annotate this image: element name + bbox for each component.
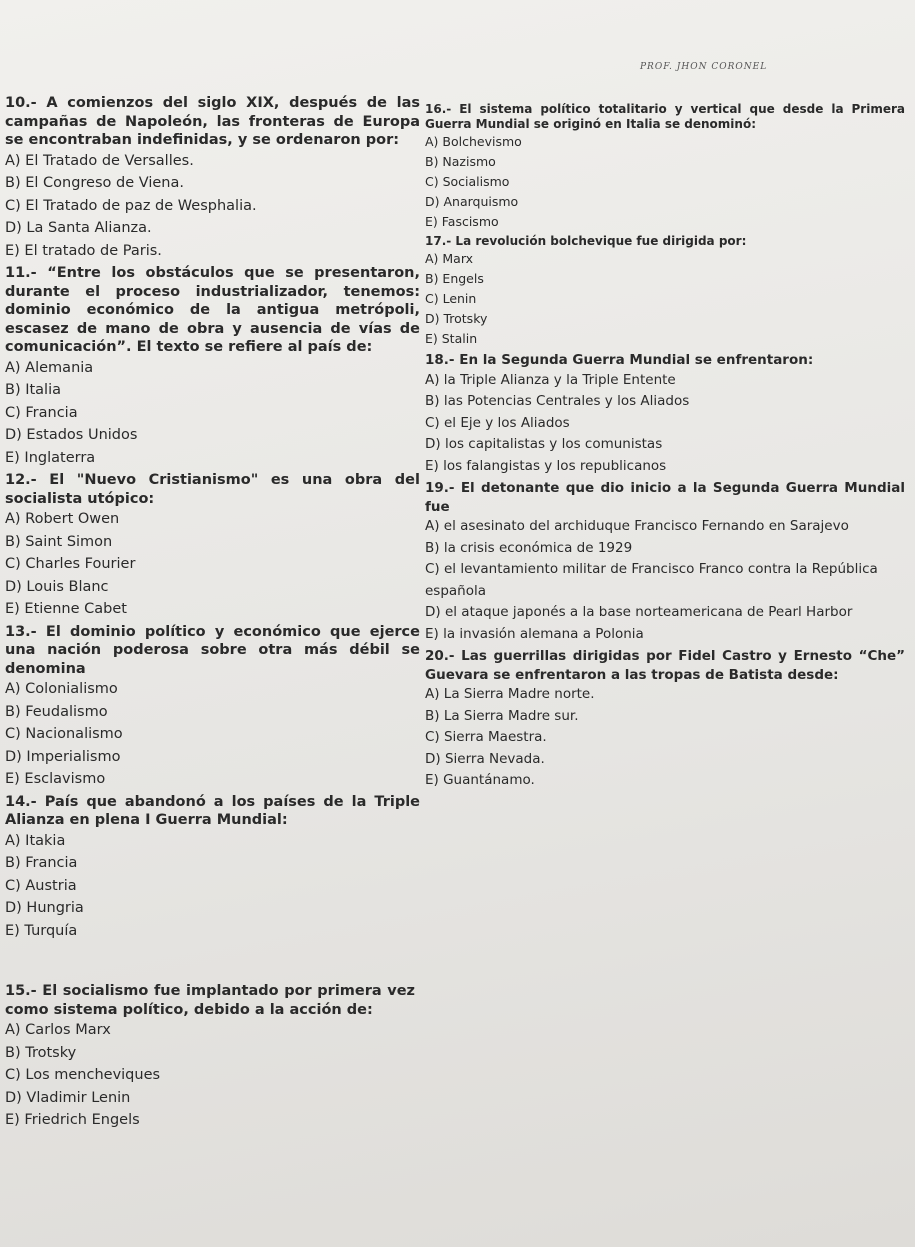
- option-c: C) Socialismo: [425, 174, 510, 189]
- options-list: [5, 678, 420, 791]
- question-14: [5, 793, 420, 943]
- question-text: 12.- El "Nuevo Cristianismo" es una obra del socialista utópico:: [5, 472, 420, 507]
- option-e: E) Etienne Cabet: [5, 601, 127, 617]
- question-12: [5, 471, 420, 621]
- option-a: A) Robert Owen: [5, 511, 120, 527]
- question-16: [425, 102, 905, 232]
- options-list: [425, 684, 905, 792]
- option-c: C) Francia: [5, 404, 78, 421]
- option-c: C) Nacionalismo: [5, 726, 123, 742]
- option-c: C) Lenin: [425, 291, 477, 306]
- question-text: 15.- El socialismo fue implantado por primera vez como sistema político, debido a la acción de:: [5, 983, 415, 1018]
- options-list: [425, 249, 905, 349]
- question-13: [5, 623, 420, 791]
- option-d: D) Louis Blanc: [5, 578, 109, 595]
- question-text: 11.- “Entre los obstáculos que se presentaron, durante el proceso industrializador, tenemos: dominio económico de la antigua metrópoli, escasez de mano de obra y ausencia de vías de comunicación”. El texto se refiere al país de:: [5, 265, 420, 355]
- option-a: A) Carlos Marx: [5, 1022, 111, 1038]
- question-text: 18.- En la Segunda Guerra Mundial se enfrentaron:: [425, 352, 814, 368]
- option-a: A) Alemania: [5, 359, 94, 376]
- option-d: D) Vladimir Lenin: [5, 1089, 131, 1106]
- question-15: [5, 982, 415, 1134]
- question-17: [425, 234, 905, 349]
- option-a: A) Itakia: [5, 832, 66, 849]
- option-e: E) Turquía: [5, 922, 78, 939]
- question-text: 17.- La revolución bolchevique fue dirigida por:: [425, 234, 747, 248]
- options-list: [425, 132, 905, 232]
- option-c: C) el levantamiento militar de Francisco Franco contra la República española: [425, 561, 878, 599]
- teacher-header: PROF. JHON CORONEL: [640, 62, 768, 72]
- question-20: [425, 647, 905, 792]
- question-18: [425, 351, 905, 477]
- option-d: D) Anarquismo: [425, 194, 519, 209]
- option-c: C) el Eje y los Aliados: [425, 414, 570, 431]
- option-d: D) Hungria: [5, 900, 84, 916]
- option-a: A) Marx: [425, 251, 474, 266]
- option-a: A) Colonialismo: [5, 681, 118, 697]
- option-e: E) Guantánamo.: [425, 772, 535, 788]
- option-b: B) las Potencias Centrales y los Aliados: [425, 393, 690, 409]
- option-b: B) Italia: [5, 382, 62, 398]
- option-d: D) La Santa Alianza.: [5, 220, 152, 236]
- question-text: 14.- País que abandonó a los países de la Triple Alianza en plena I Guerra Mundial:: [5, 793, 420, 828]
- option-e: E) Inglaterra: [5, 449, 96, 466]
- option-b: B) Saint Simon: [5, 533, 113, 550]
- option-a: A) la Triple Alianza y la Triple Entente: [425, 371, 676, 388]
- question-text: 19.- El detonante que dio inicio a la Segunda Guerra Mundial fue: [425, 480, 905, 515]
- question-text: 10.- A comienzos del siglo XIX, después de las campañas de Napoleón, las fronteras de Europa se encontraban indefinidas, y se ordenaron por:: [5, 95, 420, 148]
- option-b: B) Feudalismo: [5, 703, 108, 720]
- option-c: C) El Tratado de paz de Wesphalia.: [5, 197, 257, 214]
- option-d: D) Trotsky: [425, 311, 488, 326]
- question-19: [425, 479, 905, 645]
- options-list: [5, 508, 420, 621]
- option-a: A) El Tratado de Versalles.: [5, 152, 194, 169]
- option-d: D) Imperialismo: [5, 748, 121, 765]
- option-e: E) Friedrich Engels: [5, 1112, 140, 1128]
- options-list: [5, 1019, 415, 1132]
- option-b: B) Trotsky: [5, 1044, 77, 1061]
- option-b: B) Engels: [425, 271, 484, 286]
- options-list: [5, 357, 420, 470]
- option-e: E) Stalin: [425, 331, 478, 346]
- option-c: C) Austria: [5, 877, 77, 894]
- option-b: B) La Sierra Madre sur.: [425, 707, 579, 724]
- options-list: [5, 830, 420, 943]
- right-column: [425, 102, 905, 794]
- question-11: [5, 264, 420, 469]
- option-d: D) Sierra Nevada.: [425, 750, 545, 767]
- question-10: [5, 94, 420, 262]
- option-b: B) Nazismo: [425, 154, 496, 169]
- option-b: B) la crisis económica de 1929: [425, 539, 633, 556]
- option-d: D) Estados Unidos: [5, 427, 138, 443]
- option-a: A) La Sierra Madre norte.: [425, 686, 595, 702]
- question-text: 13.- El dominio político y económico que ejerce una nación poderosa sobre otra más débil se denomina: [5, 623, 420, 677]
- option-e: E) Fascismo: [425, 214, 499, 229]
- question-text: 20.- Las guerrillas dirigidas por Fidel Castro y Ernesto “Che” Guevara se enfrentaron a las tropas de Batista desde:: [425, 648, 905, 683]
- option-e: E) El tratado de Paris.: [5, 242, 162, 259]
- question-text: 16.- El sistema político totalitario y vertical que desde la Primera Guerra Mundial se originó en Italia se denominó:: [425, 102, 905, 131]
- option-c: C) Sierra Maestra.: [425, 729, 547, 745]
- option-a: A) el asesinato del archiduque Francisco Fernando en Sarajevo: [425, 518, 849, 534]
- options-list: [425, 370, 905, 478]
- option-d: D) el ataque japonés a la base norteamericana de Pearl Harbor: [425, 604, 853, 620]
- option-d: D) los capitalistas y los comunistas: [425, 436, 663, 452]
- option-e: E) Esclavismo: [5, 771, 106, 787]
- option-e: E) la invasión alemana a Polonia: [425, 625, 644, 642]
- options-list: [5, 150, 420, 263]
- option-e: E) los falangistas y los republicanos: [425, 457, 667, 474]
- option-b: B) Francia: [5, 855, 78, 871]
- options-list: [425, 516, 905, 645]
- option-c: C) Charles Fourier: [5, 556, 136, 572]
- option-c: C) Los mencheviques: [5, 1067, 161, 1083]
- left-column: [5, 94, 420, 1128]
- option-b: B) El Congreso de Viena.: [5, 175, 184, 191]
- option-a: A) Bolchevismo: [425, 134, 522, 149]
